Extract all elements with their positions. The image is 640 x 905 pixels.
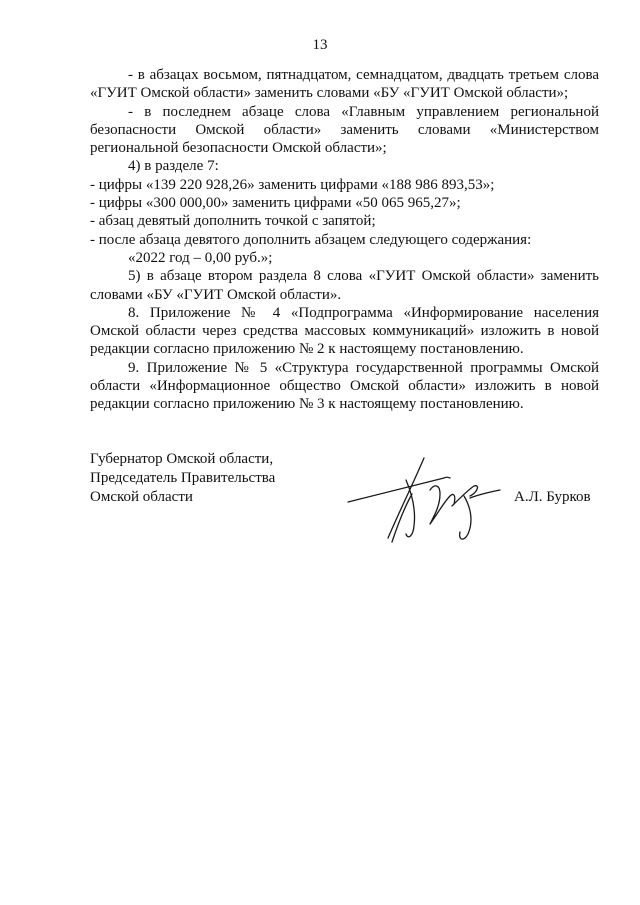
paragraph: 5) в абзаце втором раздела 8 слова «ГУИТ Омской области» заменить словами «БУ «ГУИТ Омской области».	[90, 268, 599, 303]
document-body	[90, 66, 599, 414]
paragraph: - цифры «139 220 928,26» заменить цифрами «188 986 893,53»;	[90, 176, 495, 193]
paragraph: - абзац девятый дополнить точкой с запятой;	[90, 213, 376, 230]
signature-block	[90, 450, 610, 550]
signatory-title-line: Председатель Правительства	[90, 470, 276, 486]
signatory-title-line: Омской области	[90, 489, 193, 505]
page-number: 13	[312, 37, 328, 53]
paragraph: 8. Приложение № 4 «Подпрограмма «Информирование населения Омской области через средства массовых коммуникаций» изложить в новой редакции согласно приложению № 2 к настоящему постановлению.	[90, 304, 599, 358]
paragraph: - в последнем абзаце слова «Главным управлением региональной безопасности Омской области» заменить словами «Министерством региональной безопасности Омской области»;	[90, 103, 599, 157]
paragraph: 9. Приложение № 5 «Структура государственной программы Омской области «Информационное общество Омской области» изложить в новой редакции согласно приложению № 3 к настоящему постановлению.	[90, 359, 599, 413]
handwritten-signature	[340, 450, 510, 550]
paragraph: «2022 год – 0,00 руб.»;	[128, 249, 273, 266]
paragraph: - в абзацах восьмом, пятнадцатом, семнадцатом, двадцать третьем слова «ГУИТ Омской области» заменить словами «БУ «ГУИТ Омской области»;	[90, 67, 599, 102]
paragraph: - цифры «300 000,00» заменить цифрами «50 065 965,27»;	[90, 195, 461, 212]
signatory-title	[90, 450, 275, 507]
signatory-title-line: Губернатор Омской области,	[90, 451, 274, 467]
paragraph: 4) в разделе 7:	[128, 158, 219, 175]
signatory-name: А.Л. Бурков	[514, 489, 591, 505]
paragraph: - после абзаца девятого дополнить абзацем следующего содержания:	[90, 231, 532, 248]
